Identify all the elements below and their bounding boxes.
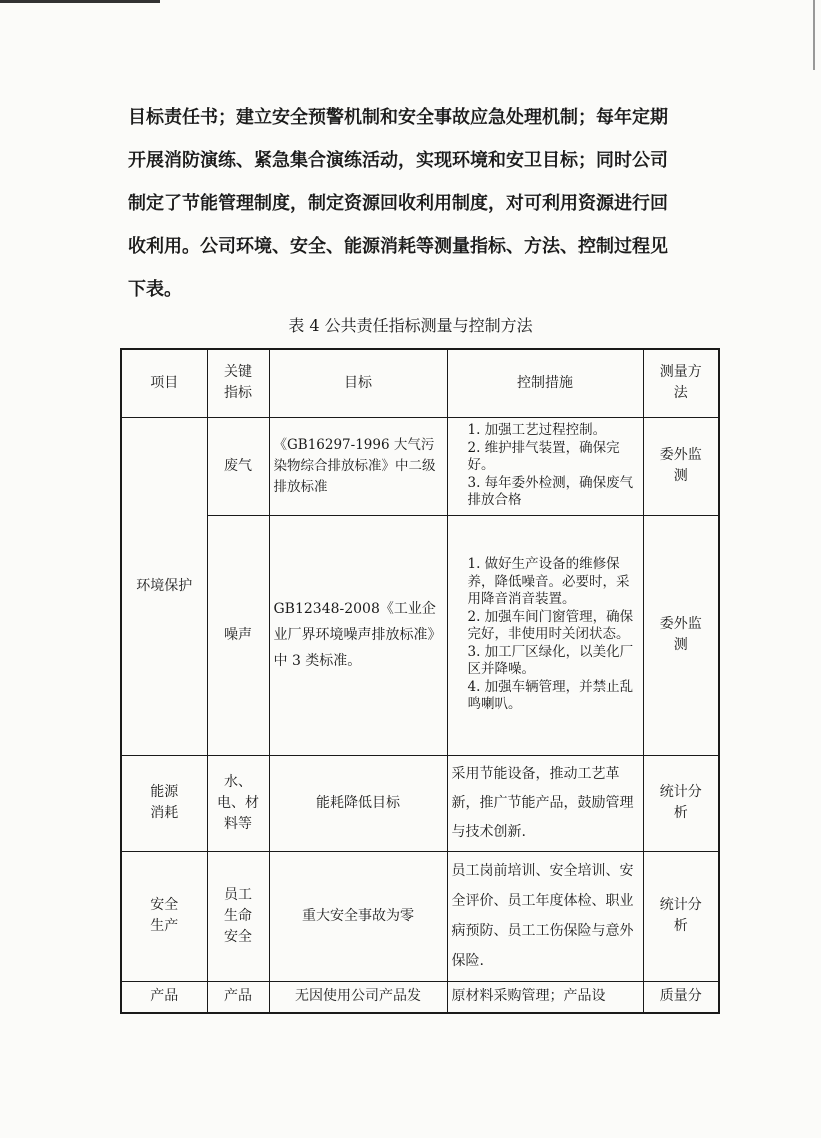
cell-measures-product: 原材料采购管理；产品设 — [447, 981, 643, 1013]
measure-item — [452, 644, 639, 679]
paragraph-line: 收利用。公司环境、安全、能源消耗等测量指标、方法、控制过程见 — [128, 236, 668, 257]
table-header-row — [121, 349, 719, 417]
public-responsibility-table — [120, 348, 720, 1014]
measure-item — [452, 609, 639, 644]
method-line: 统计分 — [659, 897, 702, 913]
header-method — [643, 349, 719, 417]
measure-text: 2. 加强车间门窗管理，确保完好，非使用时关闭状态。 — [467, 608, 634, 643]
cell-indicator-energy — [207, 755, 269, 851]
cell-project-safety — [121, 851, 207, 981]
method-line: 测 — [673, 468, 688, 484]
header-method-line: 法 — [673, 385, 688, 402]
indicator-line: 安全 — [224, 928, 252, 945]
method-line: 委外监 — [659, 447, 702, 463]
cell-measures-gas — [447, 417, 643, 515]
cell-target-energy: 能耗降低目标 — [269, 755, 447, 851]
table-caption: 表 4 公共责任指标测量与控制方法 — [288, 316, 533, 335]
method-line: 委外监 — [659, 616, 702, 632]
cell-project-env: 环境保护 — [121, 417, 207, 755]
method-line: 析 — [673, 918, 688, 934]
cell-measures-safety: 员工岗前培训、安全培训、安全评价、员工年度体检、职业病预防、员工工伤保险与意外保险. — [447, 851, 643, 981]
project-line: 安全 — [150, 897, 179, 913]
cell-target-safety: 重大安全事故为零 — [269, 851, 447, 981]
measure-text: 3. 加工厂区绿化，以美化厂区并降噪。 — [467, 643, 634, 678]
cell-indicator-noise: 噪声 — [207, 515, 269, 755]
indicator-line: 电、材 — [217, 794, 259, 811]
cell-project-energy — [121, 755, 207, 851]
measure-text: 2. 维护排气装置，确保完好。 — [467, 439, 620, 474]
header-method-line: 测量方 — [659, 364, 702, 381]
method-line: 析 — [673, 805, 688, 821]
header-project: 项目 — [121, 349, 207, 417]
measure-text: 4. 加强车辆管理，并禁止乱鸣喇叭。 — [467, 678, 634, 713]
paragraph-line: 目标责任书；建立安全预警机制和安全事故应急处理机制；每年定期 — [128, 107, 668, 128]
table-row — [121, 981, 719, 1013]
table-row — [121, 755, 719, 851]
measure-item — [452, 556, 639, 609]
cell-indicator-safety — [207, 851, 269, 981]
measure-item — [452, 679, 639, 714]
project-line: 能源 — [150, 784, 179, 800]
cell-indicator-gas: 废气 — [207, 417, 269, 515]
measure-item — [452, 475, 639, 510]
header-target: 目标 — [269, 349, 447, 417]
cell-method-noise — [643, 515, 719, 755]
project-line: 生产 — [150, 918, 179, 934]
cell-indicator-product: 产品 — [207, 981, 269, 1013]
cell-measures-noise — [447, 515, 643, 755]
measure-item — [452, 422, 639, 440]
scan-edge-mark-right — [813, 0, 815, 70]
cell-measures-energy: 采用节能设备，推动工艺革新，推广节能产品，鼓励管理与技术创新. — [447, 755, 643, 851]
table-row — [121, 851, 719, 981]
paragraph-line: 开展消防演练、紧急集合演练活动，实现环境和安卫目标；同时公司 — [128, 150, 668, 171]
indicator-line: 生命 — [224, 907, 252, 924]
project-line: 消耗 — [150, 805, 179, 821]
paragraph-line: 制定了节能管理制度，制定资源回收利用制度，对可利用资源进行回 — [128, 193, 668, 214]
header-key-indicator — [207, 349, 269, 417]
measure-text: 1. 做好生产设备的维修保养，降低噪音。必要时，采用降音消音装置。 — [467, 556, 630, 608]
table-row — [121, 515, 719, 755]
cell-method-gas — [643, 417, 719, 515]
body-paragraph — [128, 96, 718, 311]
method-line: 统计分 — [659, 784, 702, 800]
paragraph-line: 下表。 — [128, 279, 182, 300]
cell-target-gas: 《GB16297-1996 大气污染物综合排放标准》中二级排放标准 — [269, 417, 447, 515]
measure-item — [452, 440, 639, 475]
cell-method-safety — [643, 851, 719, 981]
indicator-line: 员工 — [224, 886, 252, 903]
cell-method-product: 质量分 — [643, 981, 719, 1013]
measure-text: 3. 每年委外检测，确保废气排放合格 — [467, 474, 634, 509]
table-row — [121, 417, 719, 515]
scan-edge-mark — [0, 0, 160, 3]
header-key-indicator-line: 指标 — [224, 385, 252, 402]
header-key-indicator-line: 关键 — [224, 364, 252, 381]
indicator-line: 料等 — [224, 815, 252, 832]
header-measures: 控制措施 — [447, 349, 643, 417]
cell-method-energy — [643, 755, 719, 851]
cell-target-noise: GB12348-2008《工业企业厂界环境噪声排放标准》中 3 类标准。 — [269, 515, 447, 755]
measure-text: 1. 加强工艺过程控制。 — [467, 422, 607, 439]
cell-project-product: 产品 — [121, 981, 207, 1013]
cell-target-product: 无因使用公司产品发 — [269, 981, 447, 1013]
indicator-line: 水、 — [224, 773, 252, 790]
method-line: 测 — [673, 637, 688, 653]
